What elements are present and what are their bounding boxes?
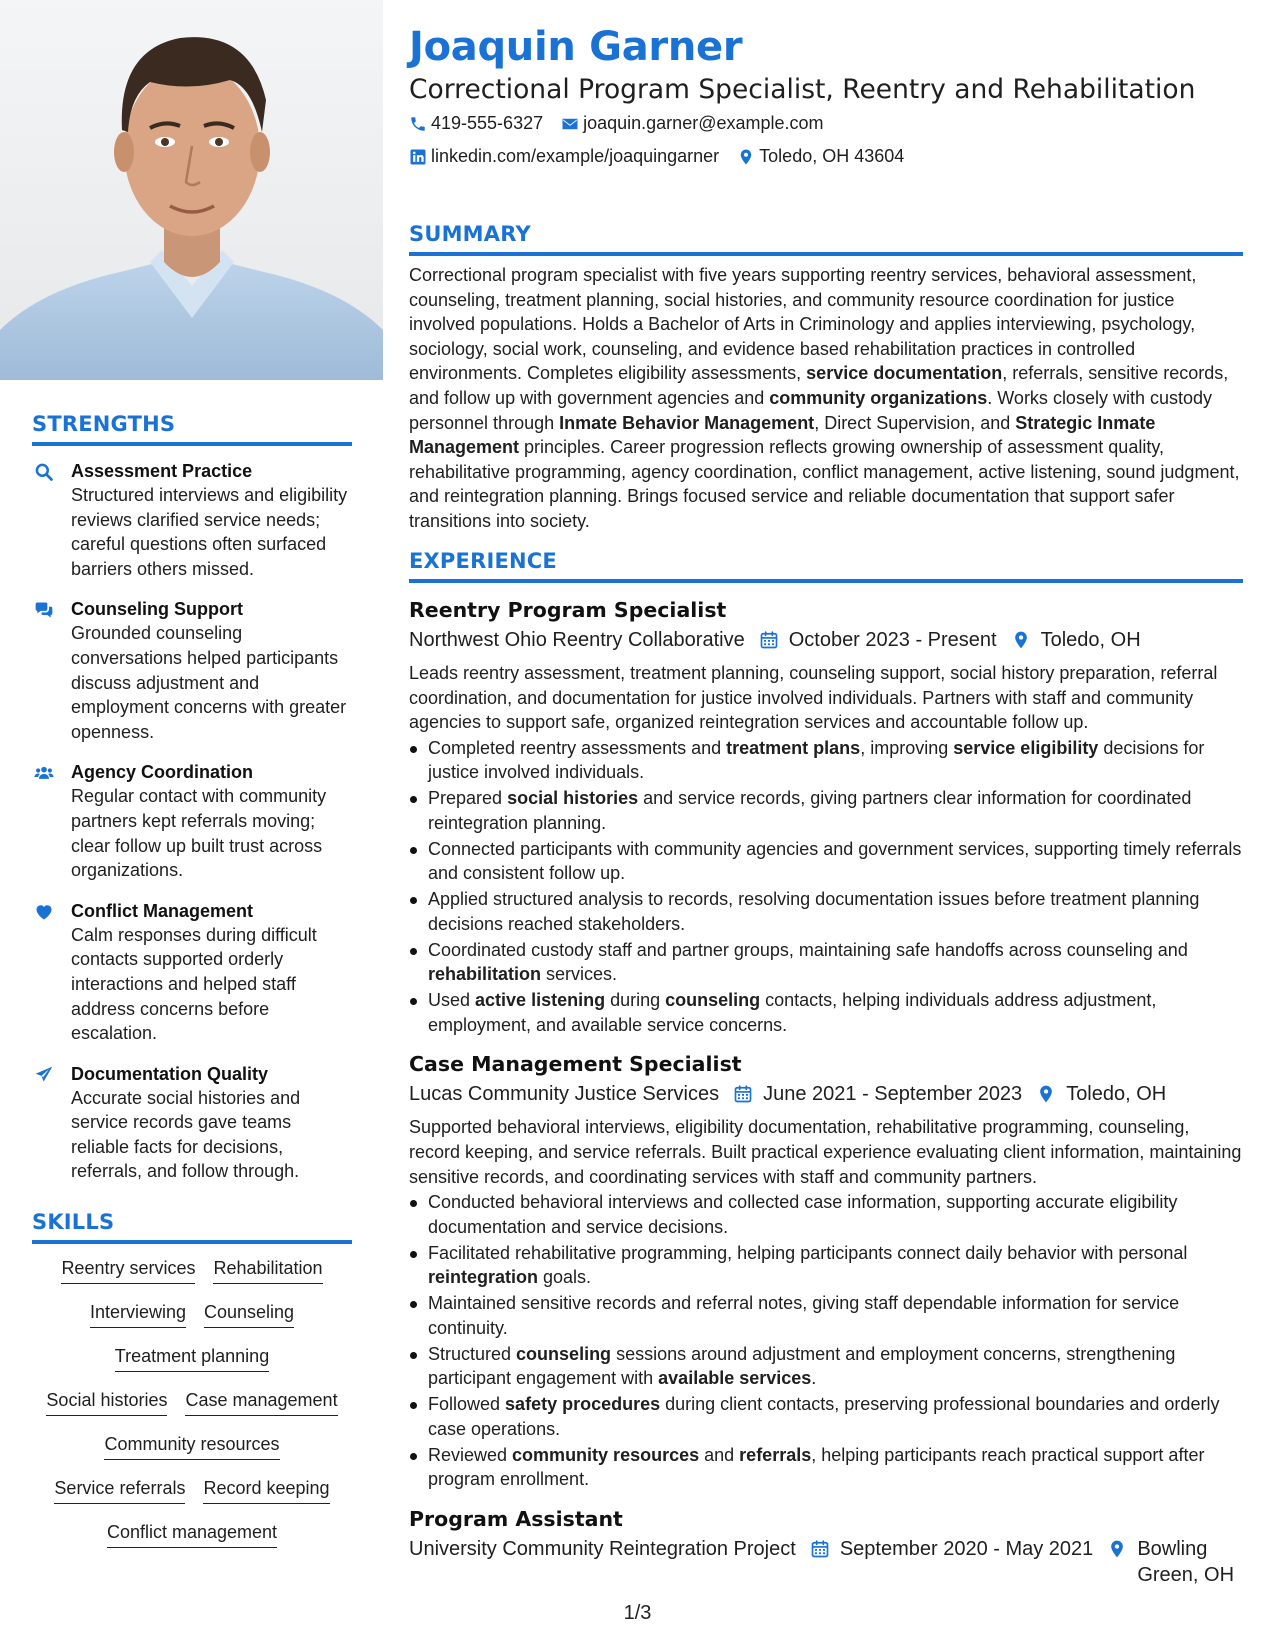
strength-text: Grounded counseling conversations helped participants discuss adjustment and employment concerns with greater openness. <box>71 623 347 742</box>
job-bullets <box>409 1190 1243 1492</box>
strength-item <box>32 760 352 882</box>
job-bullet: Facilitated rehabilitative programming, helping participants connect daily behavior with personal reintegration goals. <box>409 1241 1243 1290</box>
phone-contact <box>409 113 543 134</box>
skill-tag: Community resources <box>104 1432 279 1460</box>
strength-title: Documentation Quality <box>71 1063 269 1084</box>
skill-tag: Rehabilitation <box>213 1256 322 1284</box>
location-contact <box>737 146 904 167</box>
job-bullet: Coordinated custody staff and partner groups, maintaining safe handoffs across counseling and rehabilitation services. <box>409 938 1243 987</box>
skills-heading: SKILLS <box>32 1210 352 1244</box>
profile-photo <box>0 0 383 380</box>
map-pin-icon <box>1011 627 1031 653</box>
skill-tag: Service referrals <box>54 1476 185 1504</box>
heart-icon <box>32 901 56 923</box>
strength-title: Conflict Management <box>71 900 254 921</box>
strength-title: Assessment Practice <box>71 461 253 481</box>
skill-tag: Social histories <box>46 1388 167 1416</box>
job-description: Leads reentry assessment, treatment planning, counseling support, social history preparation, referral coordination, and documentation for justice involved individuals. Partners with staff and community agencies to support safe, organized reintegration services and accountable follow up. <box>409 663 1218 733</box>
job-entry <box>409 595 1243 1037</box>
contact-row-2 <box>409 146 904 167</box>
strengths-section <box>32 412 352 1184</box>
summary-section <box>409 222 1243 534</box>
job-location: Toledo, OH <box>1040 629 1141 651</box>
linkedin-text[interactable]: linkedin.com/example/joaquingarner <box>431 146 720 166</box>
email-contact[interactable] <box>561 113 823 134</box>
job-bullets <box>409 736 1243 1038</box>
strength-text: Calm responses during difficult contacts supported orderly interactions and helped staff address concerns before escalation. <box>71 924 317 1044</box>
summary-text: Correctional program specialist with five years supporting reentry services, behavioral assessment, counseling, treatment planning, social histories, and community resource coordination for justice involved populations. Holds a Bachelor of Arts in Criminology and applies interviewing, psychology, sociology, social work, counseling, and evidence based rehabilitation practices in controlled environments. Completes eligibility assessments, service documentation, referrals, sensitive records, and follow up with government agencies and community organizations. Works closely with custody personnel through Inmate Behavior Management, Direct Supervision, and Strategic Inmate Management principles. Career progression reflects growing ownership of assessment quality, rehabilitative programming, agency coordination, conflict management, active listening, sound judgment, and reintegration planning. Brings focused service and reliable documentation that support safer transitions into society. <box>409 265 1240 531</box>
skill-row <box>32 1256 352 1284</box>
strength-item <box>32 1062 352 1184</box>
map-pin-icon <box>737 148 755 166</box>
job-dates: September 2020 - May 2021 <box>839 1537 1094 1560</box>
strength-item <box>32 459 352 581</box>
job-meta <box>409 1536 1243 1588</box>
candidate-title: Correctional Program Specialist, Reentry and Rehabilitation <box>409 74 1196 105</box>
skill-tag: Conflict management <box>107 1520 277 1548</box>
calendar-icon <box>759 627 779 653</box>
experience-heading: EXPERIENCE <box>409 549 1243 583</box>
email-text[interactable]: joaquin.garner@example.com <box>583 113 824 133</box>
page-number: 1/3 <box>623 1602 652 1624</box>
job-bullet: Structured counseling sessions around adjustment and employment concerns, strengthening participant engagement with available services. <box>409 1342 1243 1391</box>
experience-section <box>409 549 1243 1588</box>
job-bullet: Reviewed community resources and referrals, helping participants reach practical support after program enrollment. <box>409 1443 1243 1492</box>
strength-title: Counseling Support <box>71 599 243 620</box>
job-location: Toledo, OH <box>1066 1083 1167 1106</box>
job-organization: University Community Reintegration Project <box>409 1537 796 1560</box>
email-icon <box>561 115 579 133</box>
skill-row <box>32 1520 352 1548</box>
summary-heading: SUMMARY <box>409 222 1243 256</box>
job-bullet: Maintained sensitive records and referral notes, giving staff dependable information for service continuity. <box>409 1291 1243 1340</box>
job-bullet: Prepared social histories and service records, giving partners clear information for coordinated reintegration planning. <box>409 786 1243 835</box>
candidate-name: Joaquin Garner <box>409 24 743 70</box>
strength-item <box>32 597 352 744</box>
contact-row-1 <box>409 113 824 134</box>
skill-tag: Treatment planning <box>115 1344 269 1372</box>
job-bullet: Applied structured analysis to records, resolving documentation issues before treatment planning decisions reached stakeholders. <box>409 887 1243 936</box>
skill-row <box>32 1476 352 1504</box>
skill-tag: Case management <box>185 1388 337 1416</box>
job-title: Reentry Program Specialist <box>409 598 727 622</box>
phone-icon <box>409 115 427 133</box>
job-title: Case Management Specialist <box>409 1052 742 1077</box>
map-pin-icon <box>1036 1081 1056 1107</box>
strength-title: Agency Coordination <box>71 762 254 783</box>
skill-row <box>32 1344 352 1372</box>
chat-icon <box>32 599 56 621</box>
job-location: Bowling Green, OH <box>1137 1537 1235 1586</box>
skill-row <box>32 1388 352 1416</box>
job-description: Supported behavioral interviews, eligibility documentation, rehabilitative programming, counseling, record keeping, and service referrals. Built practical experience evaluating client information, maintaining sensitive records, and coordinating services with staff and community partners. <box>409 1117 1242 1187</box>
job-bullet: Conducted behavioral interviews and collected case information, supporting accurate eligibility documentation and service decisions. <box>409 1190 1243 1239</box>
job-entry <box>409 1049 1243 1491</box>
calendar-icon <box>810 1536 830 1562</box>
skill-tag: Record keeping <box>203 1476 329 1504</box>
job-bullet: Used active listening during counseling contacts, helping individuals address adjustment, employment, and available service concerns. <box>409 988 1243 1037</box>
strength-item <box>32 899 352 1046</box>
strength-text: Structured interviews and eligibility reviews clarified service needs; careful questions often surfaced barriers others missed. <box>71 485 348 579</box>
job-bullet: Connected participants with community agencies and government services, supporting timely referrals and consistent follow up. <box>409 837 1243 886</box>
skill-tag: Reentry services <box>61 1256 195 1284</box>
strengths-heading: STRENGTHS <box>32 412 352 446</box>
skill-row <box>32 1300 352 1328</box>
phone-text: 419-555-6327 <box>431 113 544 133</box>
job-meta <box>409 1081 1243 1107</box>
search-icon <box>32 461 56 483</box>
job-dates: June 2021 - September 2023 <box>763 1083 1023 1106</box>
paper-plane-icon <box>32 1064 56 1086</box>
skill-row <box>32 1432 352 1460</box>
job-meta <box>409 627 1243 653</box>
job-bullet: Followed safety procedures during client contacts, preserving professional boundaries and orderly case operations. <box>409 1392 1243 1441</box>
skill-tag: Counseling <box>204 1300 294 1328</box>
location-text: Toledo, OH 43604 <box>759 146 905 166</box>
skill-tag: Interviewing <box>90 1300 186 1328</box>
job-entry <box>409 1504 1243 1588</box>
skills-section <box>32 1210 352 1564</box>
strength-text: Accurate social histories and service records gave teams reliable facts for decisions, referrals, and follow through. <box>71 1087 301 1182</box>
job-title: Program Assistant <box>409 1506 623 1531</box>
job-organization: Northwest Ohio Reentry Collaborative <box>409 629 745 651</box>
linkedin-icon <box>409 148 427 166</box>
job-dates: October 2023 - Present <box>788 629 997 651</box>
map-pin-icon <box>1107 1536 1127 1562</box>
users-icon <box>32 762 56 784</box>
job-bullet: Completed reentry assessments and treatment plans, improving service eligibility decisions for justice involved individuals. <box>409 736 1243 785</box>
strength-text: Regular contact with community partners kept referrals moving; clear follow up built trust across organizations. <box>71 786 327 881</box>
calendar-icon <box>733 1081 753 1107</box>
job-organization: Lucas Community Justice Services <box>409 1083 720 1106</box>
sidebar <box>0 0 383 1650</box>
linkedin-contact[interactable] <box>409 146 719 167</box>
